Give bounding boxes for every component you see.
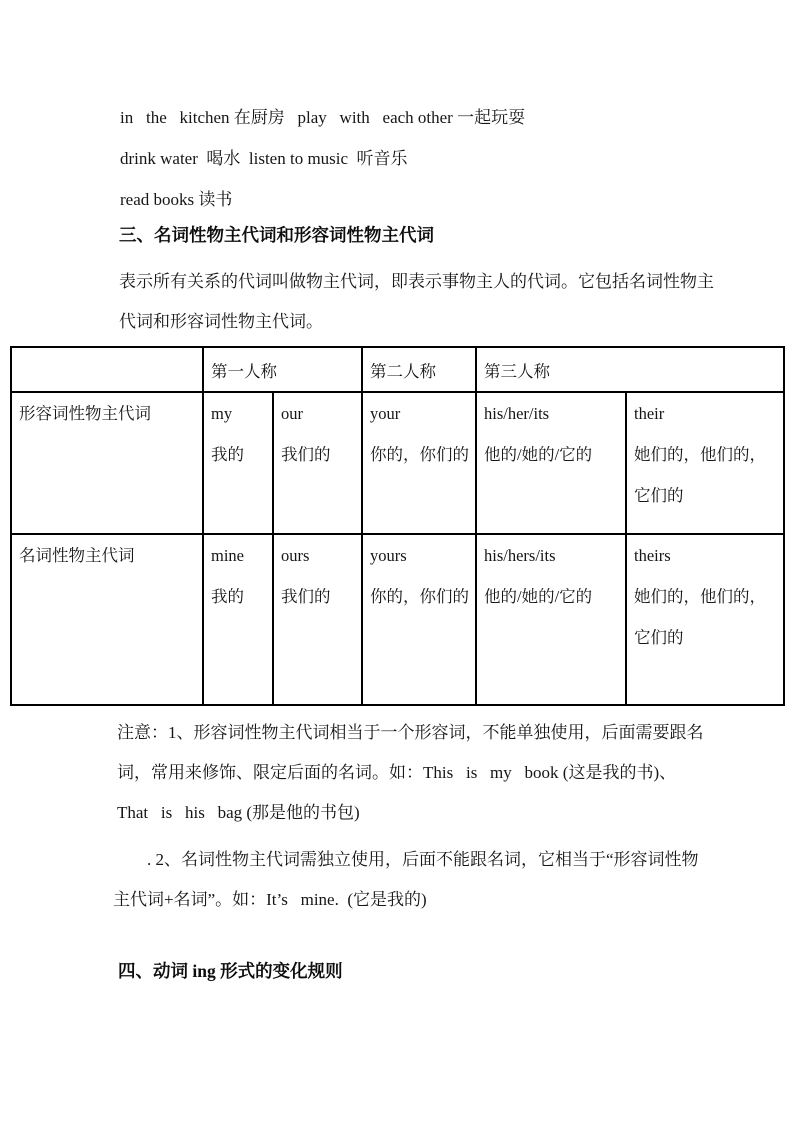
cell-en: his/hers/its <box>484 546 556 565</box>
pronoun-table <box>10 346 785 706</box>
row-label-adjectival: 形容词性物主代词 <box>11 392 203 534</box>
cell-en: your <box>370 404 401 423</box>
header-cell-first-person: 第一人称 <box>203 347 362 392</box>
header-cell-second-person: 第二人称 <box>362 347 476 392</box>
cell-zh: 我们的 <box>281 445 331 464</box>
note-1 <box>117 713 704 833</box>
intro-line: 代词和形容词性物主代词。 <box>119 312 323 331</box>
cell-zh: 她们的，他们的，它们的 <box>634 587 766 647</box>
table-row-nominal <box>11 534 784 705</box>
note1-line: 注意：1、形容词性物主代词相当于一个形容词，不能单独使用，后面需要跟名 <box>117 723 704 742</box>
section3-heading: 三、名词性物主代词和形容词性物主代词 <box>119 225 434 245</box>
cell-their <box>626 392 784 534</box>
note-2 <box>113 840 699 920</box>
cell-zh: 他的/她的/它的 <box>484 587 593 606</box>
cell-his-hers-its <box>476 534 626 705</box>
section4-heading: 四、动词 ing 形式的变化规则 <box>118 961 343 981</box>
cell-en: our <box>281 404 303 423</box>
note2-line: . 2、名词性物主代词需独立使用，后面不能跟名词，它相当于“形容词性物 <box>147 850 699 869</box>
cell-en: yours <box>370 546 407 565</box>
header-cell-third-person: 第三人称 <box>476 347 784 392</box>
note1-line: That is his bag (那是他的书包) <box>117 803 360 822</box>
cell-zh: 你的，你们的 <box>370 445 469 464</box>
cell-zh: 我的 <box>211 445 244 464</box>
cell-en: mine <box>211 546 244 565</box>
cell-en: my <box>211 404 233 423</box>
cell-zh: 我的 <box>211 587 244 606</box>
cell-zh: 他的/她的/它的 <box>484 445 593 464</box>
phrase-line-drink-water: drink water 喝水 listen to music 听音乐 <box>120 149 408 168</box>
intro-line: 表示所有关系的代词叫做物主代词，即表示事物主人的代词。它包括名词性物主 <box>119 272 714 291</box>
cell-mine <box>203 534 273 705</box>
cell-yours <box>362 534 476 705</box>
note1-line: 词，常用来修饰、限定后面的名词。如：This is my book (这是我的书)、 <box>117 763 677 782</box>
cell-your <box>362 392 476 534</box>
cell-theirs <box>626 534 784 705</box>
phrase-line-read-books: read books 读书 <box>120 190 233 209</box>
phrase-line-kitchen: in the kitchen 在厨房 play with each other 一起玩耍 <box>120 108 526 127</box>
cell-zh: 我们的 <box>281 587 331 606</box>
phrase-list <box>120 97 525 220</box>
cell-zh: 她们的，他们的，它们的 <box>634 445 766 505</box>
section3-intro <box>119 262 714 342</box>
cell-zh: 你的，你们的 <box>370 587 469 606</box>
cell-ours <box>273 534 362 705</box>
cell-my <box>203 392 273 534</box>
table-header-row <box>11 347 784 392</box>
table-row-adjectival <box>11 392 784 534</box>
header-cell-empty <box>11 347 203 392</box>
cell-en: his/her/its <box>484 404 550 423</box>
note2-line: 主代词+名词”。如：It’s mine. (它是我的) <box>113 890 427 909</box>
cell-en: their <box>634 404 665 423</box>
cell-en: ours <box>281 546 310 565</box>
cell-his-her-its <box>476 392 626 534</box>
cell-en: theirs <box>634 546 671 565</box>
row-label-nominal: 名词性物主代词 <box>11 534 203 705</box>
cell-our <box>273 392 362 534</box>
